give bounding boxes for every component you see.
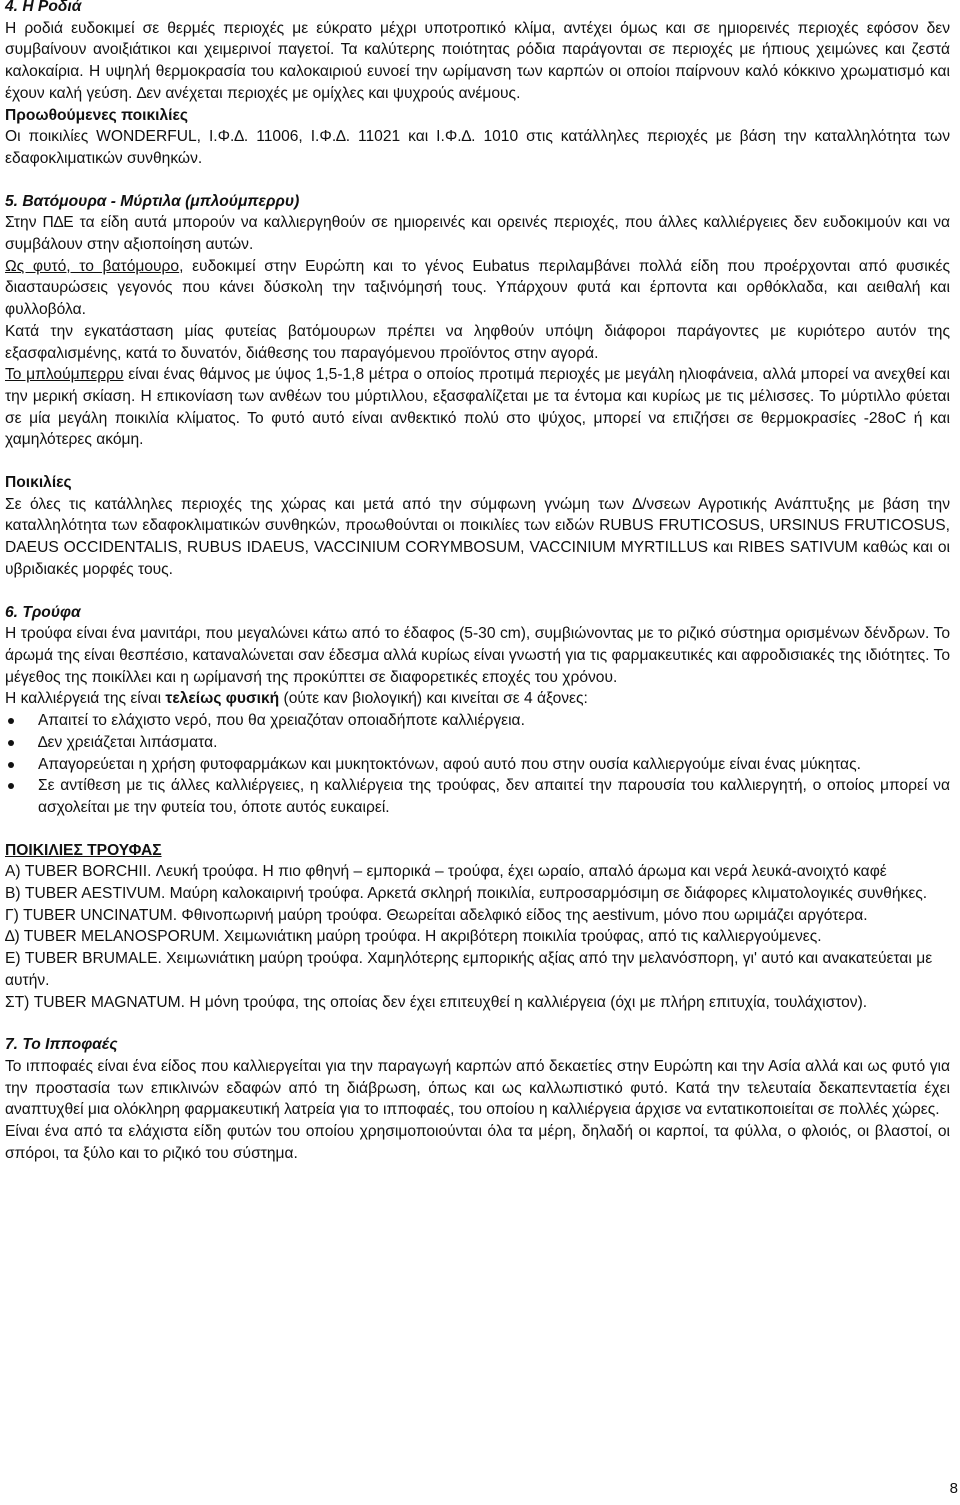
bullet-list	[5, 710, 950, 819]
list-item-text: Απαγορεύεται η χρήση φυτοφαρμάκων και μυκητοκτόνων, αφού αυτό που στην ουσία καλλιεργούμε είναι ένας μύκητας.	[38, 755, 861, 773]
paragraph	[5, 364, 950, 451]
list-item: Ε) TUBER BRUMALE. Χειμωνιάτικη μαύρη τρούφα. Χαμηλότερης εμπορικής αξίας από την μελανόσπορη, γι' αυτό και ανακατεύεται με αυτήν.	[5, 950, 933, 989]
list-item	[5, 754, 950, 776]
list-item: Α) TUBER BORCHII. Λευκή τρούφα. Η πιο φθηνή – εμπορικά – τρούφα, έχει ωραίο, απαλό άρωμα και νερά λευκά-ανοιχτό καφέ	[5, 863, 887, 881]
page-number: 8	[949, 1480, 958, 1498]
subheading: Ποικιλίες	[5, 474, 72, 492]
paragraph: Είναι ένα από τα ελάχιστα είδη φυτών του οποίου χρησιμοποιούνται όλα τα μέρη, δηλαδή οι καρποί, τα φύλλα, ο φλοιός, οι βλαστοί, οι σπόροι, τα ξύλο και το ριζικό του σύστημα.	[5, 1123, 950, 1162]
subheading: ΠΟΙΚΙΛΙΕΣ ΤΡΟΥΦΑΣ	[5, 841, 162, 859]
paragraph: Η ροδιά ευδοκιμεί σε θερμές περιοχές με εύκρατο μέχρι υποτροπικό κλίμα, αντέχει όμως και σε ημιορεινές περιοχές εφόσον δεν συμβαίνουν ανοιξιάτικοι και χειμερινοί παγετοί. Τα καλύτερης ποιότητας ρόδια παράγονται σε περιοχές με ήπιους χειμώνες και ζεστά καλοκαίρια. Η υψηλή θερμοκρασία του καλοκαιριού ευνοεί την ωρίμανση των καρπών οι οποίοι παίρνουν καλό κόκκινο χρωματισμό και έχουν καλή γεύση. ∆εν ανέχεται περιοχές με ομίχλες και ψυχρούς ανέμους.	[5, 19, 950, 102]
underlined-text: Ως φυτό, το βατόμουρο	[5, 257, 180, 275]
section-heading: 5. Βατόμουρα - Μύρτιλα (μπλούμπερρυ)	[5, 192, 300, 210]
section-heading: 6. Τρούφα	[5, 603, 81, 621]
list-item: Β) TUBER AESTIVUM. Μαύρη καλοκαιρινή τρούφα. Αρκετά σκληρή ποικιλία, ευπροσαρμόσιμη σε διάφορες κλιματολογικές συνθήκες.	[5, 885, 928, 903]
bullet-icon	[8, 718, 14, 724]
paragraph	[5, 256, 950, 321]
list-item: ∆) TUBER MELANOSPORUM. Χειμωνιάτικη μαύρη τρούφα. Η ακριβότερη ποικιλία τρούφας, από τις καλλιεργούμενες.	[5, 928, 822, 946]
bold-text: τελείως φυσική	[165, 690, 280, 708]
subheading: Προωθούμενες ποικιλίες	[5, 106, 188, 124]
truffle-types-list	[5, 861, 950, 1013]
bullet-icon	[8, 783, 14, 789]
list-item-text: ∆εν χρειάζεται λιπάσματα.	[38, 733, 218, 751]
document-page	[5, 0, 950, 1164]
text-run: Η καλλιέργειά της είναι	[5, 690, 166, 708]
paragraph: Το ιπποφαές είναι ένα είδος που καλλιεργείται για την παραγωγή καρπών από δεκαετίες στην Ευρώπη και την Ασία αλλά και ως φυτό για την προστασία των επικλινών εδαφών από τη διάβρωση, όπως και ως καλλωπιστικό φυτό. Κατά την τελευταία δεκαπενταετία έχει αναπτυχθεί μια ολόκληρη φαρμακευτική λατρεία για το ιπποφαές, του οποίου η καλλιέργεια άρχισε να εντατικοποιείται σε πολλές χώρες.	[5, 1057, 950, 1119]
paragraph: Η τρούφα είναι ένα μανιτάρι, που μεγαλώνει κάτω από το έδαφος (5-30 cm), συμβιώνοντας με το ριζικό σύστημα ορισμένων δένδρων. Το άρωμά της είναι θεσπέσιο, καταναλώνεται σαν έδεσμα αλλά κυρίως είναι γνωστή για τις φαρμακευτικές και αφροδισιακές της ιδιότητες. Το μέγεθος της ποικίλλει και η ωρίμανσή της προκύπτει σε διαφορετικές εποχές του χρόνου.	[5, 625, 950, 686]
section-heading: 4. Η Ροδιά	[5, 0, 82, 15]
paragraph: Κατά την εγκατάσταση μίας φυτείας βατόμουρων πρέπει να ληφθούν υπόψη διάφοροι παράγοντες με κυριότερο αυτόν της εξασφαλισμένης, κατά το δυνατόν, διάθεσης του παραγόμενου προϊόντος στην αγορά.	[5, 322, 950, 362]
list-item	[5, 710, 950, 732]
paragraph: Σε όλες τις κατάλληλες περιοχές της χώρας και μετά από την σύμφωνη γνώμη των ∆/νσεων Αγροτικής Ανάπτυξης με βάση την καταλληλότητα των εδαφοκλιματικών συνθηκών, προωθούνται οι ποικιλίες των ειδών RUBUS FRUTICOSUS, URSINUS FRUTICOSUS, DAEUS OCCIDENTALIS, RUBUS IDAEUS, VACCINIUM CORYMBOSUM, VACCINIUM MYRTILLUS και RIBES SATIVUM καθώς και οι υβριδιακές μορφές τους.	[5, 495, 950, 578]
list-item: Γ) TUBER UNCINATUM. Φθινοπωρινή μαύρη τρούφα. Θεωρείται αδελφικό είδος της aestivum, μόνο που ωριμάζει αργότερα.	[5, 906, 868, 924]
section-berries	[5, 191, 950, 581]
text-run: , ευδοκιμεί στην Ευρώπη και το γένος Eubatus περιλαμβάνει πολλά είδη που προέρχονται από φυσικές διασταυρώσεις γεγονός που κάνει δύσκολη την ταξινόμησή τους. Υπάρχουν φυτά και έρποντα και ορθόκλαδα, και αειθαλή και φυλλοβόλα.	[5, 257, 950, 319]
section-heading: 7. Το Ιπποφαές	[5, 1036, 118, 1054]
section-truffle	[5, 602, 950, 1014]
paragraph	[5, 688, 950, 710]
paragraph: Στην Π∆Ε τα είδη αυτά μπορούν να καλλιεργηθούν σε ημιορεινές και ορεινές περιοχές, που άλλες καλλιέργειες δεν ευδοκιμούν και να συμβάλουν στην αξιοποίηση αυτών.	[5, 214, 950, 254]
underlined-text: Το μπλούμπερρυ	[5, 366, 124, 384]
list-item-text: Απαιτεί το ελάχιστο νερό, που θα χρειαζόταν οποιαδήποτε καλλιέργεια.	[38, 712, 525, 730]
paragraph: Οι ποικιλίες WONDERFUL, Ι.Φ.∆. 11006, Ι.Φ.∆. 11021 και Ι.Φ.∆. 1010 στις κατάλληλες περιοχές με βάση την καταλληλότητα των εδαφοκλιματικών συνθηκών.	[5, 128, 950, 167]
section-pomegranate	[5, 0, 950, 170]
section-sea-buckthorn	[5, 1034, 950, 1164]
list-item	[5, 732, 950, 754]
list-item: ΣΤ) TUBER MAGNATUM. Η μόνη τρούφα, της οποίας δεν έχει επιτευχθεί η καλλιέργεια (όχι με πλήρη επιτυχία, τουλάχιστον).	[5, 993, 868, 1011]
bullet-icon	[8, 740, 14, 746]
list-item-text: Σε αντίθεση με τις άλλες καλλιέργειες, η καλλιέργεια της τρούφας, δεν απαιτεί την παρουσία του καλλιεργητή, ο οποίος μπορεί να ασχολείται με την φυτεία του, όποτε αυτός ευκαιρεί.	[38, 777, 950, 816]
bullet-icon	[8, 762, 14, 768]
text-run: είναι ένας θάμνος με ύψος 1,5-1,8 μέτρα ο οποίος προτιμά περιοχές με μεγάλη ηλιοφάνεια, αλλά μπορεί να ανεχθεί και την μερική σκίαση. Η επικονίαση των ανθέων του μύρτιλλου, εξασφαλίζεται με τα έντομα και κυρίως με τις μέλισσες. Το μύρτιλλο φύεται σε μία μεγάλη ποικιλία κλίματος. Το φυτό αυτό είναι ανθεκτικό πολύ στο ψύχος, μπορεί να επιζήσει σε θερμοκρασίες -28oC ή και χαμηλότερες ακόμη.	[5, 366, 951, 449]
list-item	[5, 775, 950, 818]
text-run: (ούτε καν βιολογική) και κινείται σε 4 άξονες:	[279, 690, 588, 708]
